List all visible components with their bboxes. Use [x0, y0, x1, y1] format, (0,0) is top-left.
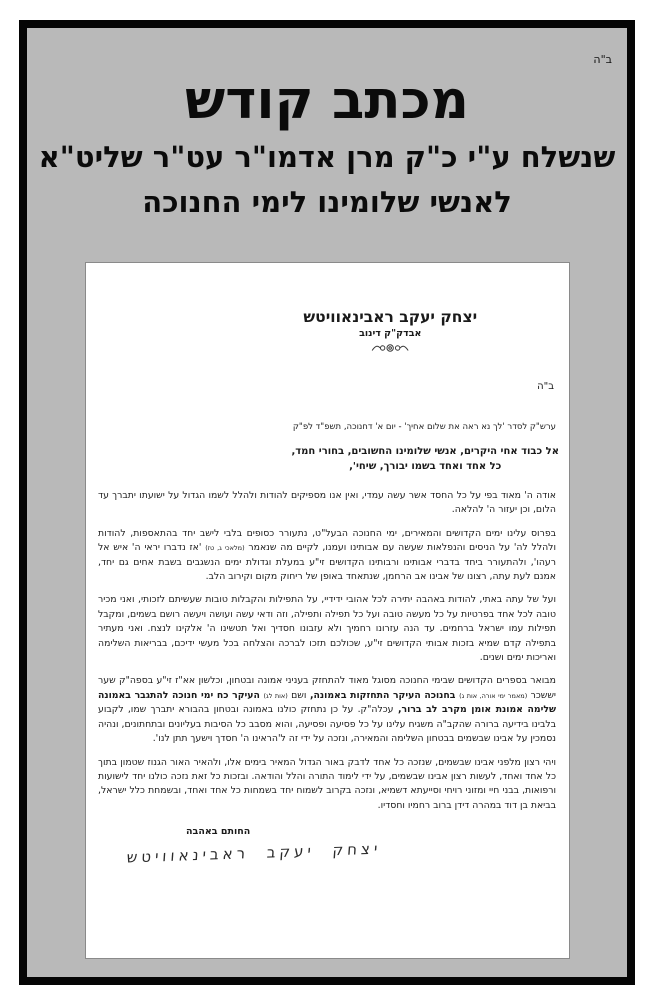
page-subtitle-recipients: לאנשי שלומינו לימי החנוכה: [142, 185, 512, 219]
paragraph-text: ויהי רצון מלפני אבינו שבשמים, שנזכה כל אחד לדבק באור הגדול המאיר בימים אלו, ולהאיר האור הגנוז שטמון בתוך כל אחד ואחד, לעשות רצון אבינו שבשמים, על ידי לימוד התורה והלל והודאה. ובזכות כל זאת נזכה כולנו יחד לישועות ורפואות, בבני חיי ומזוני רויחי וסייעתא דשמיא, ונזכה בקרוב לשמוח יחד בשמחות כל אחד ואחד, ובשמחת כלל ישראל, בביאת בן דוד במהרה דידן ברוב רחמיו וחסדיו.: [98, 756, 556, 811]
salutation-line-2: כל אחד ואחד בשמו יבורך, שיחי',: [349, 461, 502, 472]
page-title: מכתב קודש: [185, 69, 469, 131]
letterhead-name: יצחק יעקב ראבינאוויטש: [303, 307, 478, 326]
paragraph-text: עכלה"ק. על כן נתחזק כולנו באמונה ובטחון בהבורא יתברך שמו, לקבוע בלבינו בידיעה ברורה שהקב"ה משגיח עלינו על כל פסיעה ופסיעה, והוא מסבב כל הסיבות בעליונים ובתחתונים, ונהיה נסמכין על אבינו שבשמים בבטחון השלימה והמאירה, ונזכה על ידי זה ל'הראינו ה' חסדך וישעך תתן לנו'.: [98, 704, 556, 745]
paragraph-chanukah-gathering: [98, 527, 556, 585]
paragraph-text: 'אז נדברו יראי ה' איש אל רעהו', ולהתעורר ביחד בדברי אבותינו ורבותינו הקדושים זי"ע במעלת וגדולת ימים הנשגבים בשבת אחים גם יחד, אמנם לעת עתה, רצונו של אבינו אב הרחמן, שנתאחד באופן של ריחוק מקום וקירוב הלב.: [98, 542, 556, 583]
date-line: ערש"ק לסדר 'לך נא ראה את שלום אחיך' - יום א' דחנוכה, תשפ"ד לפ"ק: [292, 422, 556, 432]
source-citation: (מלאכי ג, טז): [205, 544, 245, 553]
paragraph-gratitude: [98, 593, 556, 665]
handwritten-signature: יצחק יעקב ראבינאוויטש: [126, 839, 382, 867]
paragraph-text: ושם: [287, 689, 307, 701]
bh-letter: ב"ה: [537, 381, 554, 392]
source-citation: (מאמר ימי אורה, אות ג): [459, 691, 528, 700]
bh-top-right: ב"ה: [593, 53, 612, 66]
framed-letter-page: [19, 20, 635, 985]
source-citation: (אות לג): [263, 691, 288, 700]
paragraph-text: מבואר בספרים הקדושים שבימי החנוכה מסוגל מאוד להתחזק בעניני אמונה ובטחון, וכלשון אא"ז זי"ע בספה"ק שער יששכר: [98, 675, 556, 701]
letter-body: [98, 489, 556, 822]
salutation: [291, 444, 559, 474]
paragraph-text: אודה ה' מאוד בפי על כל החסד אשר עשה עמדי, ואין אנו מספיקים להודות ולהלל לשמו הגדול על ישועתו יתברך עד הלום, וכן יעזור ה' להלאה.: [98, 490, 556, 516]
page-subtitle-sender: שנשלח ע"י כ"ק מרן אדמו"ר עט"ר שליט"א: [38, 140, 616, 174]
letterhead: [86, 307, 569, 379]
salutation-line-1: אל כבוד אחי היקרים, אנשי שלומינו החשובים, בחורי חמד,: [291, 446, 559, 457]
letterhead-block: [303, 307, 477, 354]
letter-paper: [85, 262, 570, 959]
paragraph-emunah: [98, 674, 556, 746]
quoted-emphasis: העיקר כח ימי חנוכה להתגבר באמונה שלימה אמונת אומן מקרב לב ברור,: [98, 689, 556, 716]
paragraph-thanks: [98, 489, 556, 518]
closing-phrase: החותם באהבה: [186, 826, 251, 837]
quoted-emphasis: בחנוכה העיקר התחזקות באמונה,: [306, 689, 460, 701]
letterhead-rabbinic-title: אבדק"ק דינוב: [359, 328, 422, 339]
paragraph-text: בפרוס עלינו ימים הקדושים והמאירים, ימי החנוכה הבעל"ט, נתעורר כסופים בלבי לישב יחד בהתאספות, להודות ולהלל לה' על הניסים והנפלאות שעשה עם אבותינו ועמנו, לקיים מה שנאמר: [98, 527, 556, 554]
paragraph-blessing: [98, 756, 556, 814]
flourish-ornament-icon: [303, 342, 477, 354]
paragraph-text: ועל של עתה באתי, להודות באהבה יתירה לכל אהובי ידידיי, על התפילות והקבלות טובות שעשיתם לזכותי, ואני מכיר טובה לכל אחד בפרטיות על כל מעשה טובה ועל כל תפילה ותפילה, וזה ודאי עשה ועושה ויעשה רושם בשמים, ומקבל תפילות עמו ישראל ברחמים. עד הנה עזרונו רחמיך ולא עזבונו חסדיך ואל תטשינו ה' אלקינו לנצח. ואני מעתיר בתפילה קדם שמיא בזכות אבותי הקדושים זי"ע, שכולכם תזכו לברכה והצלחה בכל מעשי ידיכם, בבריאות השלימה ואריכות ימים ושנים.: [98, 594, 556, 664]
